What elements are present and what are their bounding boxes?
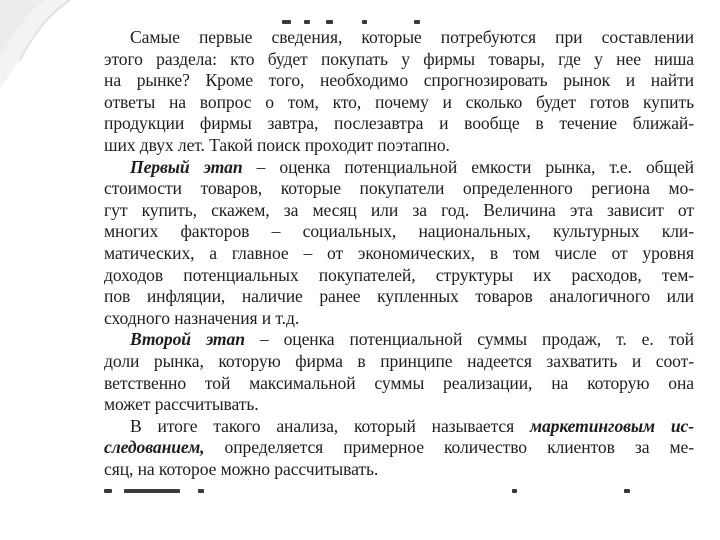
text-line: сходного назначения и т.д. [104, 307, 300, 328]
text-line: матических, а главное – от экономических, в том числе от уровня [104, 242, 694, 263]
text-line [104, 329, 694, 351]
marketing-research-term-cont: следованием, [104, 437, 205, 458]
text-line [104, 157, 694, 179]
text-line: ветственно той максимальной суммы реализации, на которую она [104, 372, 694, 393]
text-line: ших двух лет. Такой поиск проходит поэтапно. [104, 134, 450, 155]
text-line [104, 416, 694, 438]
text-line: гут купить, скажем, за месяц или за год. Величина эта зависит от [104, 199, 694, 220]
text-line: ответы на вопрос о том, кто, почему и сколько будет готов купить [104, 91, 694, 112]
corner-decoration [0, 0, 90, 90]
text-line: многих факторов – социальных, национальных, культурных кли- [104, 221, 694, 242]
stage-two-term: Второй этап [130, 329, 245, 350]
text-fragment: В итоге такого анализа, который называется [130, 415, 530, 436]
document-text [104, 27, 694, 480]
cutoff-text-top [104, 20, 694, 26]
text-line [104, 437, 694, 459]
text-line: может рассчитывать. [104, 394, 259, 415]
text-fragment: определяется примерное количество клиентов за ме- [204, 437, 694, 458]
text-line: сяц, на которое можно рассчитывать. [104, 458, 379, 479]
text-fragment: – оценка потенциальной суммы продаж, т. е. той [244, 329, 694, 350]
text-line: этого раздела: кто будет покупать у фирмы товары, где у нее ниша [104, 48, 694, 69]
text-fragment: – оценка потенциальной емкости рынка, т.е. общей [242, 156, 694, 177]
text-line: на рынке? Кроме того, необходимо спрогнозировать рынок и найти [104, 70, 694, 91]
stage-one-term: Первый этап [130, 156, 243, 177]
text-line: доходов потенциальных покупателей, структуры их расходов, тем- [104, 264, 694, 285]
text-line: пов инфляции, наличие ранее купленных товаров аналогичного или [104, 286, 694, 307]
cutoff-text-bottom [104, 489, 694, 495]
text-line: Самые первые сведения, которые потребуются при составлении [130, 27, 694, 47]
text-line: доли рынка, которую фирма в принципе надеется захватить и соот- [104, 350, 694, 371]
text-line: стоимости товаров, которые покупатели определенного региона мо- [104, 178, 694, 199]
marketing-research-term: маркетинговым ис- [530, 415, 694, 436]
text-line: продукции фирмы завтра, послезавтра и вообще в течение ближай- [104, 113, 694, 134]
